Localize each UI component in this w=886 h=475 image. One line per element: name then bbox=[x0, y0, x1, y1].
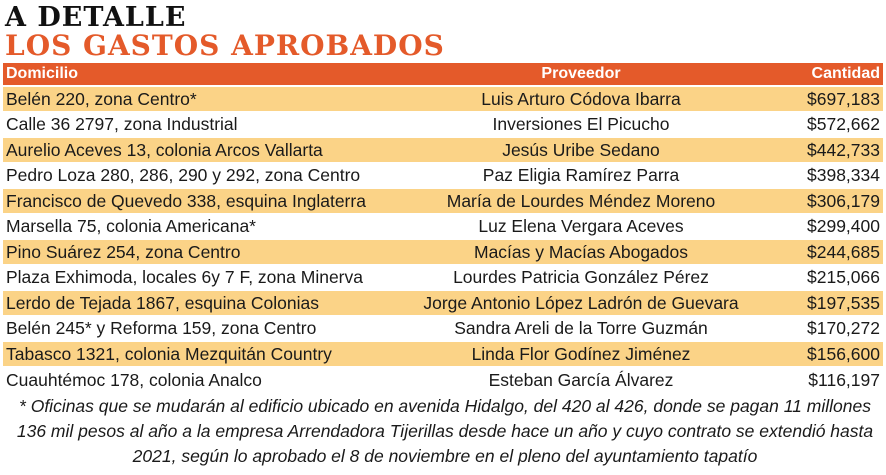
cell-proveedor: Sandra Areli de la Torre Guzmán bbox=[454, 318, 708, 339]
table-row bbox=[3, 214, 883, 238]
cell-domicilio: Aurelio Aceves 13, colonia Arcos Vallarta bbox=[6, 139, 323, 160]
cell-proveedor: Jesús Uribe Sedano bbox=[502, 139, 660, 160]
kicker-title: A DETALLE bbox=[5, 2, 187, 33]
cell-proveedor: Esteban García Álvarez bbox=[488, 369, 674, 390]
table-row bbox=[3, 112, 883, 136]
cell-cantidad: $398,334 bbox=[807, 165, 880, 186]
cell-cantidad: $442,733 bbox=[807, 139, 880, 160]
table-row bbox=[3, 163, 883, 187]
column-header-cantidad: Cantidad bbox=[811, 65, 880, 82]
cell-cantidad: $197,535 bbox=[807, 292, 880, 313]
table-row bbox=[3, 316, 883, 340]
cell-domicilio: Pino Suárez 254, zona Centro bbox=[6, 241, 241, 262]
header bbox=[5, 4, 885, 60]
table-row bbox=[3, 342, 883, 366]
footnote: * Oficinas que se mudarán al edificio ubicado en avenida Hidalgo, del 420 al 426, donde se pagan 11 millones 136 mil pesos al año a la empresa Arrendadora Tijerillas desde hace un año y cuyo contrato se extendió hasta 2021, según lo aprobado el 8 de noviembre en el pleno del ayuntamiento tapatío bbox=[16, 396, 874, 466]
cell-cantidad: $697,183 bbox=[807, 88, 880, 109]
headline-title: LOS GASTOS APROBADOS bbox=[5, 29, 445, 62]
cell-domicilio: Belén 245* y Reforma 159, zona Centro bbox=[6, 318, 317, 339]
cell-proveedor: Macías y Macías Abogados bbox=[474, 241, 688, 262]
cell-cantidad: $572,662 bbox=[807, 114, 880, 135]
cell-proveedor: Luis Arturo Códova Ibarra bbox=[481, 88, 681, 109]
cell-domicilio: Marsella 75, colonia Americana* bbox=[6, 216, 256, 237]
table-row bbox=[3, 189, 883, 213]
cell-domicilio: Pedro Loza 280, 286, 290 y 292, zona Centro bbox=[6, 165, 361, 186]
cell-cantidad: $156,600 bbox=[807, 344, 880, 365]
cell-cantidad: $299,400 bbox=[807, 216, 880, 237]
cell-proveedor: Lourdes Patricia González Pérez bbox=[453, 267, 709, 288]
cell-cantidad: $215,066 bbox=[807, 267, 880, 288]
cell-proveedor: Jorge Antonio López Ladrón de Guevara bbox=[423, 292, 739, 313]
table-row bbox=[3, 87, 883, 111]
cell-domicilio: Belén 220, zona Centro* bbox=[6, 88, 197, 109]
table-row bbox=[3, 291, 883, 315]
table-row bbox=[3, 265, 883, 289]
cell-cantidad: $170,272 bbox=[807, 318, 880, 339]
cell-proveedor: María de Lourdes Méndez Moreno bbox=[446, 190, 716, 211]
column-header-domicilio: Domicilio bbox=[6, 65, 79, 82]
table-row bbox=[3, 368, 883, 392]
cell-domicilio: Cuauhtémoc 178, colonia Analco bbox=[6, 369, 262, 390]
cell-domicilio: Lerdo de Tejada 1867, esquina Colonias bbox=[6, 292, 319, 313]
cell-cantidad: $244,685 bbox=[807, 241, 880, 262]
table-row bbox=[3, 240, 883, 264]
cell-domicilio: Francisco de Quevedo 338, esquina Inglaterra bbox=[6, 190, 366, 211]
table-row bbox=[3, 138, 883, 162]
cell-proveedor: Luz Elena Vergara Aceves bbox=[478, 216, 684, 237]
table-header-row bbox=[3, 63, 883, 85]
cell-domicilio: Plaza Exhimoda, locales 6y 7 F, zona Minerva bbox=[6, 267, 363, 288]
cell-proveedor: Inversiones El Picucho bbox=[492, 114, 670, 135]
column-header-proveedor: Proveedor bbox=[541, 65, 621, 82]
cell-proveedor: Paz Eligia Ramírez Parra bbox=[482, 165, 680, 186]
expenses-table bbox=[3, 63, 883, 392]
cell-cantidad: $116,197 bbox=[808, 369, 880, 390]
cell-cantidad: $306,179 bbox=[807, 190, 880, 211]
cell-proveedor: Linda Flor Godínez Jiménez bbox=[471, 344, 691, 365]
cell-domicilio: Calle 36 2797, zona Industrial bbox=[6, 114, 238, 135]
cell-domicilio: Tabasco 1321, colonia Mezquitán Country bbox=[6, 344, 332, 365]
